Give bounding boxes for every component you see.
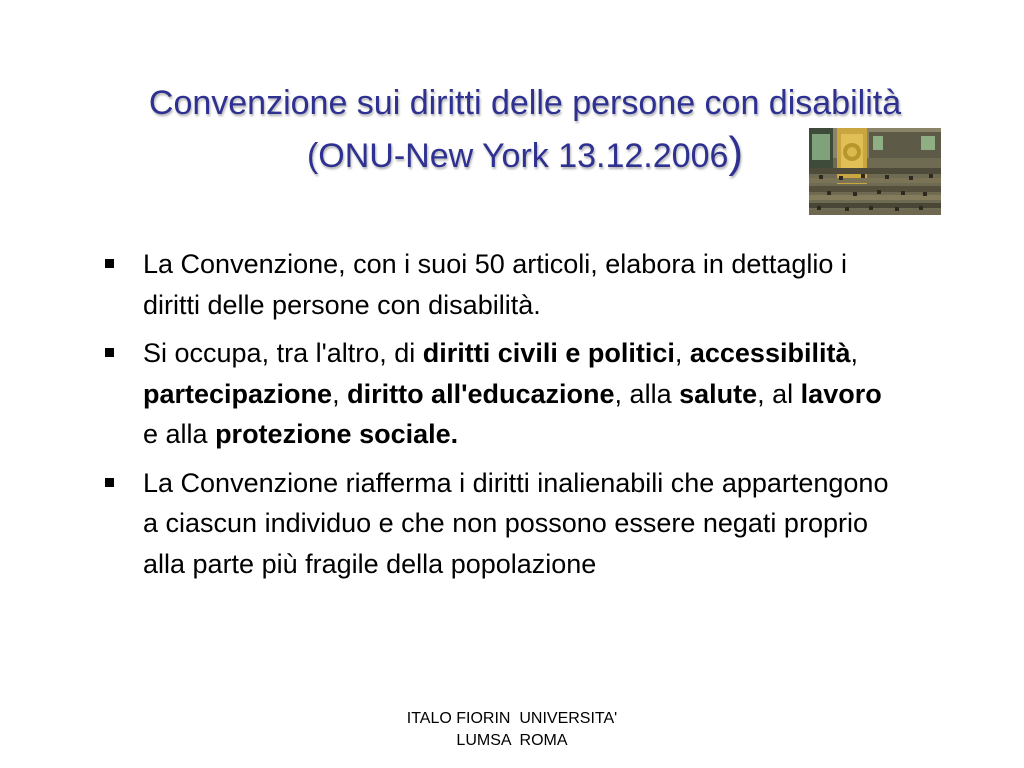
bullet-text: Si occupa, tra l'altro, di <box>143 338 423 368</box>
bold-text: diritti civili e politici <box>422 338 675 368</box>
bullet-list <box>104 244 904 592</box>
bullet-marker-icon <box>105 259 114 268</box>
footer <box>362 708 662 752</box>
bold-text: salute <box>679 378 758 409</box>
bullet-text: La Convenzione riafferma i diritti inalienabili che appartengono a ciascun individuo e che non possono essere negati proprio alla parte più fragile della popolazione <box>143 467 889 579</box>
bold-text: protezione sociale. <box>215 419 459 449</box>
bullet-text: La Convenzione, con i suoi 50 articoli, elabora in dettaglio i diritti delle persone con disabilità. <box>143 249 847 320</box>
bullet-text: , <box>850 338 858 368</box>
bold-text: partecipazione <box>143 378 333 409</box>
bullet-item <box>104 463 904 585</box>
bold-text: accessibilità <box>689 338 851 368</box>
bullet-text: e alla <box>143 419 216 449</box>
title-close-paren: ) <box>728 128 744 177</box>
bullet-text: , <box>332 378 348 409</box>
title-line-2-text: (ONU-New York 13.12.2006 <box>306 137 729 175</box>
bullet-text: , al <box>757 378 801 409</box>
footer-line-1: ITALO FIORIN UNIVERSITA' <box>406 710 618 727</box>
bullet-text: , <box>674 338 690 368</box>
bold-text: lavoro <box>800 378 882 409</box>
un-assembly-photo-icon <box>809 128 941 215</box>
bold-text: diritto all'educazione <box>347 378 615 409</box>
title-line-1: Convenzione sui diritti delle persone con disabilità <box>148 84 902 122</box>
bullet-marker-icon <box>105 348 114 357</box>
bullet-item <box>104 244 904 325</box>
bullet-text: , alla <box>614 378 680 409</box>
un-assembly-photo <box>809 128 941 215</box>
bullet-marker-icon <box>105 478 114 487</box>
bullet-item <box>104 333 904 455</box>
footer-line-2: LUMSA ROMA <box>456 732 568 749</box>
